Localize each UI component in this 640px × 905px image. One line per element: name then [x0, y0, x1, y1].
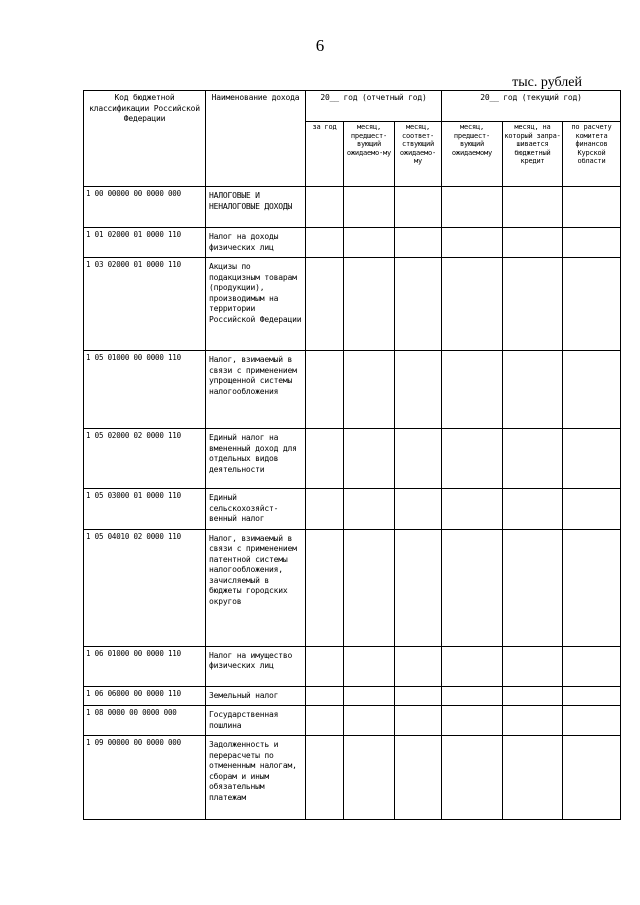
- value-cell: [563, 529, 621, 646]
- row-name: Единый налог на вмененный доход для отдельных видов деятельности: [206, 429, 306, 489]
- value-cell: [442, 646, 503, 686]
- row-code: 1 05 03000 01 0000 110: [84, 489, 206, 530]
- value-cell: [395, 736, 442, 820]
- value-cell: [563, 228, 621, 258]
- value-cell: [563, 489, 621, 530]
- value-cell: [563, 736, 621, 820]
- value-cell: [442, 529, 503, 646]
- row-code: 1 08 0000 00 0000 000: [84, 706, 206, 736]
- value-cell: [395, 686, 442, 706]
- header-reporting-col: за год: [306, 122, 344, 187]
- row-name: Налог, взимаемый в связи с применением упрощенной системы налогообложения: [206, 351, 306, 429]
- value-cell: [306, 429, 344, 489]
- value-cell: [563, 646, 621, 686]
- value-cell: [344, 646, 395, 686]
- table-header: [84, 91, 621, 187]
- value-cell: [395, 489, 442, 530]
- row-code: 1 06 06000 00 0000 110: [84, 686, 206, 706]
- value-cell: [442, 489, 503, 530]
- value-cell: [442, 187, 503, 228]
- value-cell: [563, 686, 621, 706]
- table-row: [84, 228, 621, 258]
- units-label: тыс. рублей: [512, 75, 582, 90]
- value-cell: [563, 351, 621, 429]
- value-cell: [306, 529, 344, 646]
- value-cell: [306, 351, 344, 429]
- value-cell: [344, 351, 395, 429]
- row-code: 1 00 00000 00 0000 000: [84, 187, 206, 228]
- row-code: 1 09 00000 00 0000 000: [84, 736, 206, 820]
- value-cell: [306, 706, 344, 736]
- value-cell: [344, 258, 395, 351]
- row-name: Налог на доходы физических лиц: [206, 228, 306, 258]
- value-cell: [344, 228, 395, 258]
- value-cell: [503, 646, 563, 686]
- header-reporting-year: 20__ год (отчетный год): [306, 91, 442, 122]
- value-cell: [344, 706, 395, 736]
- header-name: Наименование дохода: [206, 91, 306, 187]
- value-cell: [442, 429, 503, 489]
- table-row: [84, 187, 621, 228]
- table-row: [84, 429, 621, 489]
- value-cell: [503, 351, 563, 429]
- header-current-col: месяц, на который запра-шивается бюджетный кредит: [503, 122, 563, 187]
- value-cell: [395, 429, 442, 489]
- value-cell: [344, 529, 395, 646]
- row-code: 1 06 01000 00 0000 110: [84, 646, 206, 686]
- row-code: 1 05 02000 02 0000 110: [84, 429, 206, 489]
- value-cell: [306, 187, 344, 228]
- header-reporting-col: месяц, предшест-вующий ожидаемо-му: [344, 122, 395, 187]
- value-cell: [442, 351, 503, 429]
- value-cell: [395, 258, 442, 351]
- value-cell: [344, 429, 395, 489]
- row-name: Налог на имущество физических лиц: [206, 646, 306, 686]
- value-cell: [503, 258, 563, 351]
- value-cell: [503, 429, 563, 489]
- page-number: 6: [315, 36, 325, 55]
- table-row: [84, 736, 621, 820]
- value-cell: [344, 686, 395, 706]
- value-cell: [503, 529, 563, 646]
- value-cell: [306, 228, 344, 258]
- row-name: Земельный налог: [206, 686, 306, 706]
- table-row: [84, 489, 621, 530]
- value-cell: [395, 351, 442, 429]
- value-cell: [344, 187, 395, 228]
- row-code: 1 05 04010 02 0000 110: [84, 529, 206, 646]
- header-current-col: месяц, предшест-вующий ожидаемому: [442, 122, 503, 187]
- value-cell: [442, 706, 503, 736]
- table-row: [84, 646, 621, 686]
- value-cell: [563, 706, 621, 736]
- header-code: Код бюджетной классификации Российской Федерации: [84, 91, 206, 187]
- value-cell: [442, 228, 503, 258]
- row-name: Акцизы по подакцизным товарам (продукции), производимым на территории Российской Федерации: [206, 258, 306, 351]
- value-cell: [503, 228, 563, 258]
- row-code: 1 05 01000 00 0000 110: [84, 351, 206, 429]
- value-cell: [442, 686, 503, 706]
- row-code: 1 03 02000 01 0000 110: [84, 258, 206, 351]
- value-cell: [503, 686, 563, 706]
- value-cell: [344, 489, 395, 530]
- value-cell: [503, 489, 563, 530]
- value-cell: [344, 736, 395, 820]
- value-cell: [563, 258, 621, 351]
- table-row: [84, 686, 621, 706]
- table-row: [84, 529, 621, 646]
- value-cell: [395, 646, 442, 686]
- value-cell: [395, 187, 442, 228]
- value-cell: [503, 706, 563, 736]
- value-cell: [306, 258, 344, 351]
- value-cell: [306, 489, 344, 530]
- value-cell: [395, 706, 442, 736]
- value-cell: [395, 529, 442, 646]
- row-name: Государственная пошлина: [206, 706, 306, 736]
- value-cell: [306, 646, 344, 686]
- header-current-col: по расчету комитета финансов Курской области: [563, 122, 621, 187]
- row-code: 1 01 02000 01 0000 110: [84, 228, 206, 258]
- value-cell: [306, 736, 344, 820]
- value-cell: [563, 187, 621, 228]
- row-name: Единый сельскохозяйст-венный налог: [206, 489, 306, 530]
- table-row: [84, 706, 621, 736]
- row-name: Налог, взимаемый в связи с применением патентной системы налогообложения, зачисляемый в бюджеты городских округов: [206, 529, 306, 646]
- value-cell: [442, 736, 503, 820]
- table-row: [84, 351, 621, 429]
- value-cell: [503, 736, 563, 820]
- row-name: Задолженность и перерасчеты по отмененным налогам, сборам и иным обязательным платежам: [206, 736, 306, 820]
- row-name: НАЛОГОВЫЕ И НЕНАЛОГОВЫЕ ДОХОДЫ: [206, 187, 306, 228]
- header-reporting-col: месяц, соответ-ствующий ожидаемо-му: [395, 122, 442, 187]
- revenue-table: [83, 90, 621, 820]
- value-cell: [503, 187, 563, 228]
- value-cell: [442, 258, 503, 351]
- table-row: [84, 258, 621, 351]
- header-current-year: 20__ год (текущий год): [442, 91, 621, 122]
- value-cell: [563, 429, 621, 489]
- value-cell: [395, 228, 442, 258]
- value-cell: [306, 686, 344, 706]
